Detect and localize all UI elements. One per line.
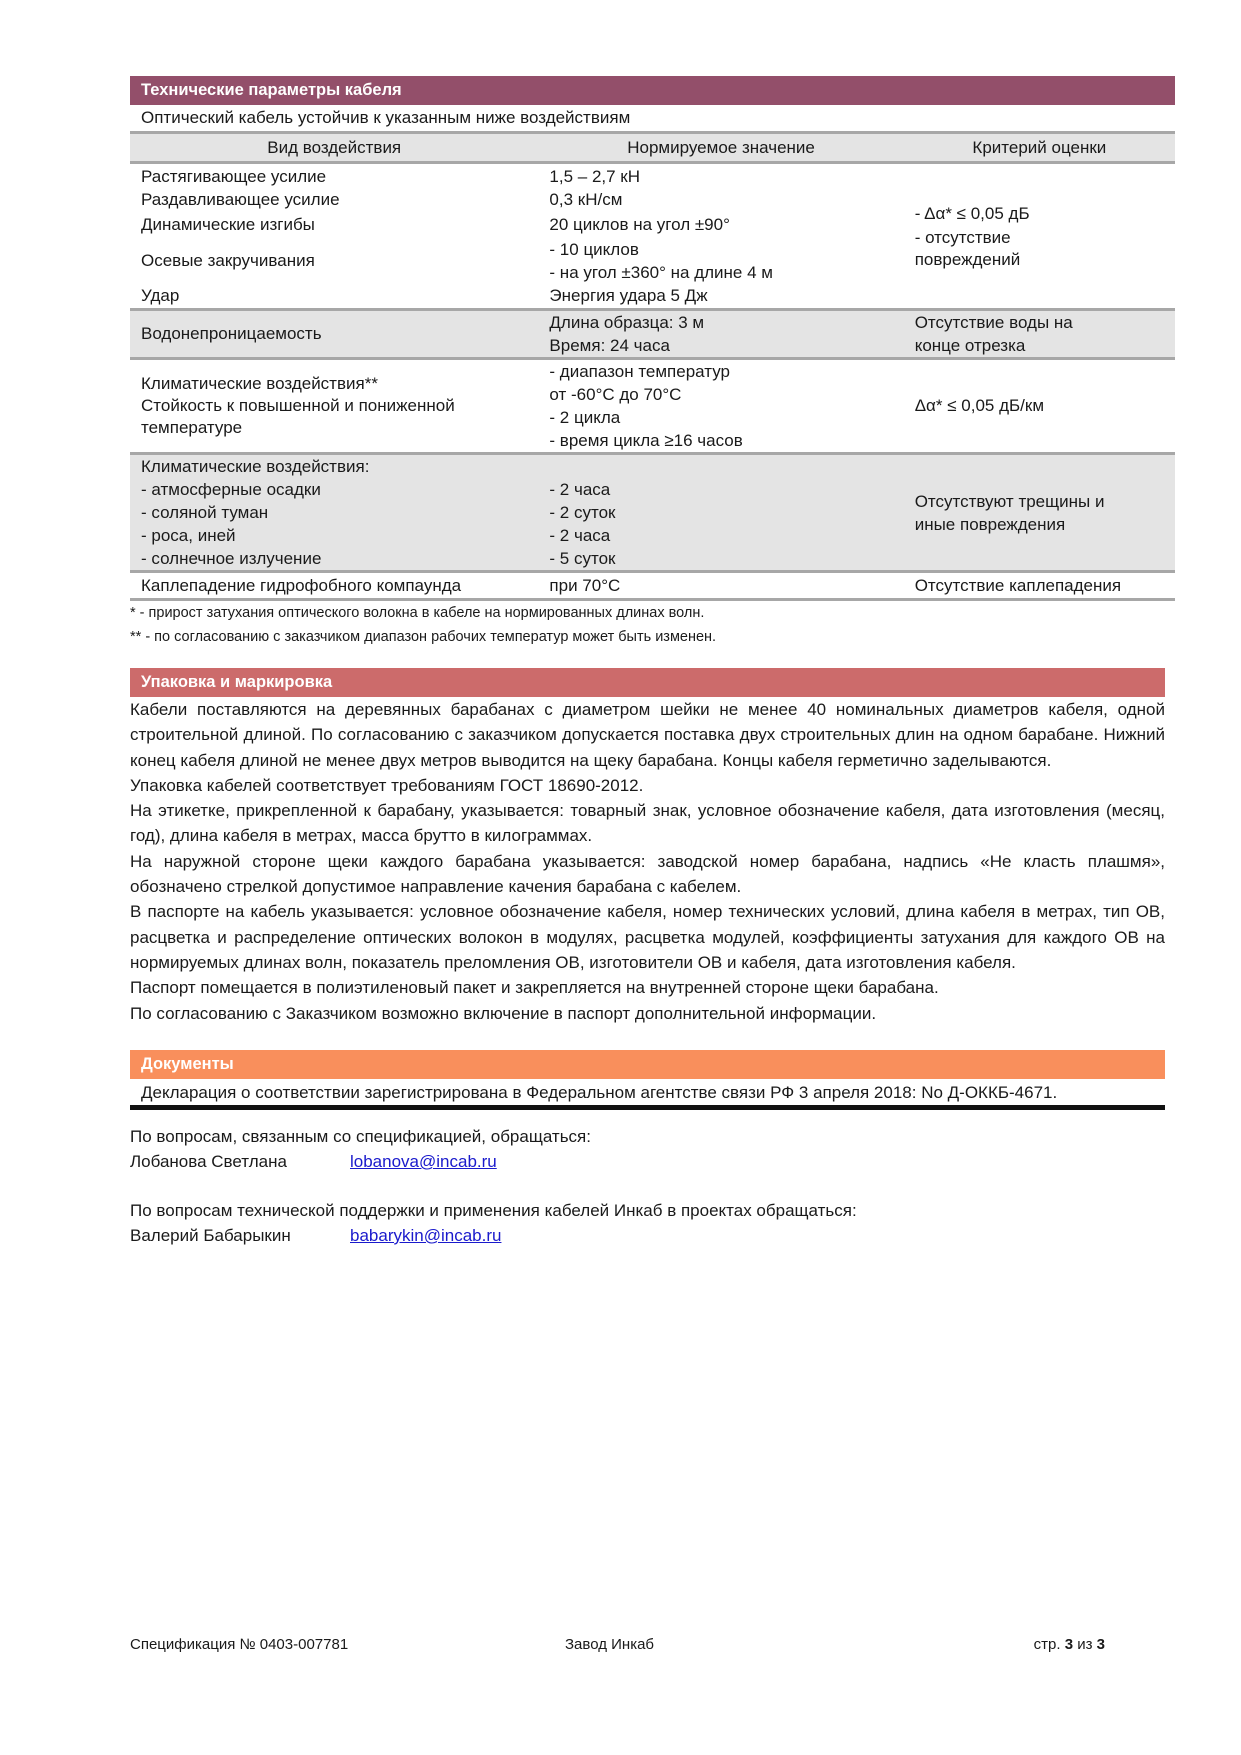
contact-email-link[interactable]: lobanova@incab.ru [350, 1151, 497, 1171]
packing-paragraph: В паспорте на кабель указывается: условное обозначение кабеля, номер технических условий, длина кабеля в метрах, тип ОВ, расцветка и распределение оптических волокон в модулях, расцветка модулей, коэффициенты затухания для каждого ОВ на нормируемых длинах волн, показатель преломления ОВ, изготовители ОВ и кабеля, дата изготовления кабеля. [130, 902, 1165, 972]
row-name: Растягивающее усилие [141, 167, 327, 186]
row-value: - 2 часа - 2 суток - 2 часа - 5 суток [538, 454, 903, 572]
contact-block-support [130, 1198, 1175, 1248]
contact-name: Валерий Бабарыкин [130, 1225, 291, 1245]
row-value: 1,5 – 2,7 кН [549, 167, 641, 186]
row-value: Энергия удара 5 Дж [538, 284, 903, 310]
section-header-tech: Технические параметры кабеля [130, 76, 1175, 105]
packing-paragraph: На наружной стороне щеки каждого барабана указывается: заводской номер барабана, надпись «Не класть плашмя», обозначено стрелкой допустимое направление качения барабана с кабелем. [130, 851, 1165, 897]
spec-number: Спецификация № 0403-007781 [130, 1636, 349, 1653]
page-indicator: стр. 3 из 3 [1033, 1636, 1105, 1653]
table-row-climate-temp [130, 359, 1175, 454]
row-value: - диапазон температур от -60°С до 70°С - 2 цикла - время цикла ≥16 часов [538, 359, 903, 454]
table-row [130, 163, 1175, 188]
tech-intro: Оптический кабель устойчив к указанным ниже воздействиям [141, 108, 631, 127]
footnote-1: * - прирост затухания оптического волокна в кабеле на нормированных длинах волн. [130, 605, 705, 621]
header-criterion: Критерий оценки [904, 133, 1175, 163]
packing-paragraph: На этикетке, прикрепленной к барабану, указывается: товарный знак, условное обозначение кабеля, дата изготовления (месяц, год), длина кабеля в метрах, масса брутто в килограммах. [130, 801, 1165, 846]
row-value: - 10 циклов - на угол ±360° на длине 4 м [549, 240, 773, 282]
declaration-text: Декларация о соответствии зарегистрирована в Федеральном агентстве связи РФ 3 апреля 2018: No Д-ОККБ-4671. [130, 1079, 1165, 1110]
footnote-2: ** - по согласованию с заказчиком диапазон рабочих температур может быть изменен. [130, 629, 717, 645]
packing-paragraph: По согласованию с Заказчиком возможно включение в паспорт дополнительной информации. [130, 1003, 877, 1023]
header-impact-type: Вид воздействия [130, 133, 538, 163]
company-name: Завод Инкаб [565, 1636, 655, 1653]
table-row-water [130, 310, 1175, 359]
row-value: 0,3 кН/см [549, 189, 623, 209]
packing-paragraph: Паспорт помещается в полиэтиленовый пакет и закрепляется на внутренней стороне щеки барабана. [130, 978, 939, 998]
packing-paragraph: Кабели поставляются на деревянных барабанах с диаметром шейки не менее 40 номинальных диаметров кабеля, одной строительной длиной. По согласованию с заказчиком допускается поставка двух строительных длин на одном барабане. Нижний конец кабеля длиной не менее двух метров выводится на щеку барабана. Концы кабеля герметично заделываются. [130, 700, 1165, 770]
row-criterion: Δα* ≤ 0,05 дБ/км [904, 359, 1175, 454]
contact-name: Лобанова Светлана [130, 1151, 287, 1171]
row-criterion: Отсутствие воды на конце отрезка [904, 310, 1175, 359]
spec-table [130, 131, 1175, 601]
document-page [130, 76, 1175, 1248]
table-row-drip [130, 572, 1175, 600]
contact-intro: По вопросам технической поддержки и применения кабелей Инкаб в проектах обращаться: [130, 1200, 857, 1220]
row-value: при 70°С [538, 572, 903, 600]
page-footer [130, 1636, 1105, 1653]
group1-criterion: - Δα* ≤ 0,05 дБ - отсутствие повреждений [904, 163, 1175, 310]
row-name: Каплепадение гидрофобного компаунда [130, 572, 538, 600]
row-name: Осевые закручивания [141, 251, 315, 270]
row-value: 20 циклов на угол ±90° [549, 215, 730, 234]
packing-paragraph: Упаковка кабелей соответствует требованиям ГОСТ 18690-2012. [130, 775, 644, 795]
header-norm-value: Нормируемое значение [538, 133, 903, 163]
contact-email-link[interactable]: babarykin@incab.ru [350, 1225, 502, 1245]
packing-text [130, 697, 1165, 1026]
row-name: Удар [130, 284, 538, 310]
row-criterion: Отсутствуют трещины и иные повреждения [904, 454, 1175, 572]
section-header-documents: Документы [130, 1050, 1165, 1079]
table-header-row [130, 133, 1175, 163]
section-header-packing: Упаковка и маркировка [130, 668, 1165, 697]
row-criterion: Отсутствие каплепадения [904, 572, 1175, 600]
contact-block-spec [130, 1124, 1175, 1174]
row-name: Водонепроницаемость [130, 310, 538, 359]
row-name: Динамические изгибы [141, 215, 315, 234]
row-name: Климатические воздействия** Стойкость к повышенной и пониженной температуре [130, 359, 538, 454]
contact-intro: По вопросам, связанным со спецификацией, обращаться: [130, 1126, 591, 1146]
row-name: Раздавливающее усилие [141, 189, 340, 209]
row-name: Климатические воздействия: - атмосферные осадки - соляной туман - роса, иней - солнечное излучение [130, 454, 538, 572]
table-row-climate [130, 454, 1175, 572]
row-value: Длина образца: 3 м Время: 24 часа [538, 310, 903, 359]
